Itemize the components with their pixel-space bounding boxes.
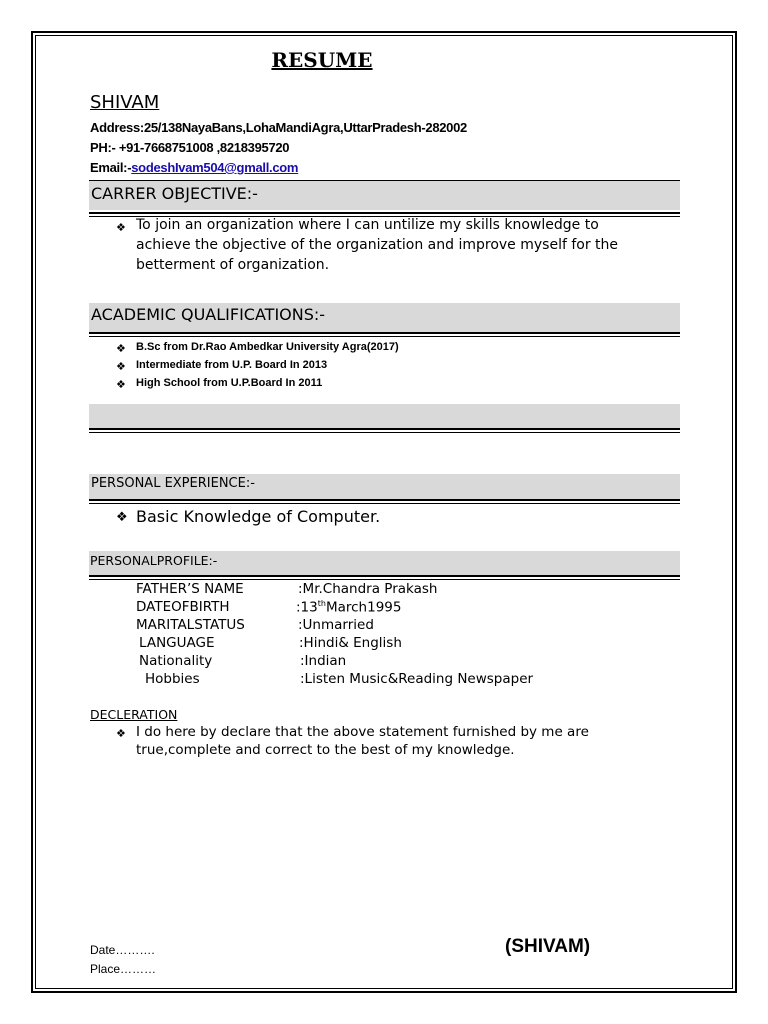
- email-label: Email:-: [90, 160, 132, 175]
- profile-value: :Hindi& English: [299, 635, 402, 651]
- profile-label: Hobbies: [145, 671, 200, 687]
- academic-item: B.Sc from Dr.Rao Ambedkar University Agra(2017): [136, 341, 399, 353]
- section-rule: [89, 499, 680, 504]
- profile-label: LANGUAGE: [139, 635, 215, 651]
- phone: PH:- +91-7668751008 ,8218395720: [90, 140, 290, 155]
- bullet-icon: ❖: [116, 510, 128, 525]
- email-line: [90, 160, 298, 175]
- academic-item: Intermediate from U.P. Board In 2013: [136, 359, 328, 371]
- bullet-icon: ❖: [116, 378, 126, 391]
- section-rule: [89, 332, 680, 337]
- bullet-icon: ❖: [116, 221, 126, 234]
- profile-heading: PERSONALPROFILE:-: [90, 553, 218, 568]
- email-link[interactable]: sodeshIvam504@gmall.com: [131, 160, 299, 175]
- experience-item: Basic Knowledge of Computer.: [136, 507, 381, 526]
- profile-label: MARITALSTATUS: [136, 617, 245, 633]
- empty-section-band: [89, 404, 680, 429]
- bullet-icon: ❖: [116, 727, 126, 740]
- place-field: Place………: [90, 962, 157, 976]
- academic-item: High School from U.P.Board In 2011: [136, 377, 323, 389]
- declaration-heading: DECLERATION: [90, 707, 178, 722]
- signature: (SHIVAM): [505, 936, 591, 957]
- profile-label: DATEOFBIRTH: [136, 599, 230, 615]
- profile-label: Nationality: [139, 653, 213, 669]
- objective-line: To join an organization where I can untilize my skills knowledge to: [136, 217, 599, 233]
- address: Address:25/138NayaBans,LohaMandiAgra,UttarPradesh-282002: [90, 120, 467, 135]
- declaration-line: I do here by declare that the above statement furnished by me are: [136, 724, 589, 740]
- bullet-icon: ❖: [116, 360, 126, 373]
- candidate-name: SHIVAM: [90, 92, 160, 113]
- profile-value: :Mr.Chandra Prakash: [298, 581, 438, 597]
- experience-heading: PERSONAL EXPERIENCE:-: [91, 476, 255, 491]
- section-rule: [89, 428, 680, 433]
- bullet-icon: ❖: [116, 342, 126, 355]
- profile-value: :Unmarried: [298, 617, 374, 633]
- section-rule: [89, 575, 680, 580]
- profile-label: FATHER’S NAME: [136, 581, 244, 597]
- profile-value: :Listen Music&Reading Newspaper: [300, 671, 534, 687]
- profile-value: :Indian: [300, 653, 347, 669]
- objective-line: achieve the objective of the organization and improve myself for the: [136, 237, 619, 253]
- resume-title: RESUME: [271, 48, 373, 72]
- objective-line: betterment of organization.: [136, 257, 330, 273]
- declaration-line: true,complete and correct to the best of my knowledge.: [136, 742, 515, 758]
- date-field: Date……….: [90, 943, 155, 957]
- career-objective-heading: CARRER OBJECTIVE:-: [91, 184, 258, 203]
- profile-value: :13thMarch1995: [296, 599, 402, 616]
- academic-heading: ACADEMIC QUALIFICATIONS:-: [91, 305, 326, 324]
